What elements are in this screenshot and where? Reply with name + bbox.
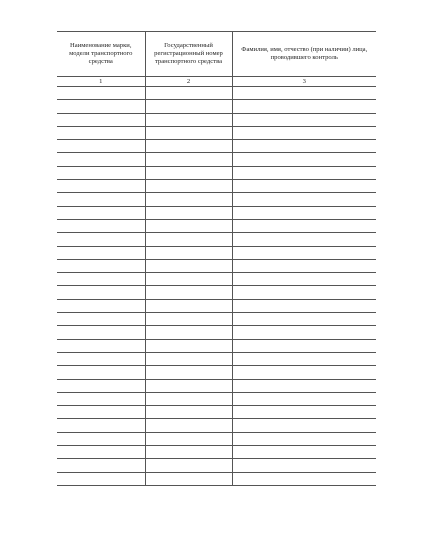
table-cell — [232, 446, 376, 459]
table-cell — [57, 153, 145, 166]
table-body — [57, 77, 376, 486]
table-cell — [145, 432, 232, 445]
table-row — [57, 206, 376, 219]
table-row — [57, 153, 376, 166]
table-cell — [145, 313, 232, 326]
table-cell — [145, 339, 232, 352]
table-cell — [145, 206, 232, 219]
table-cell — [57, 286, 145, 299]
table-cell — [57, 206, 145, 219]
column-number-2: 2 — [145, 77, 232, 87]
table-cell — [145, 233, 232, 246]
table-cell — [232, 352, 376, 365]
table-row — [57, 339, 376, 352]
vehicle-control-log-table — [57, 31, 376, 486]
table-row — [57, 233, 376, 246]
table-cell — [145, 126, 232, 139]
table-row — [57, 459, 376, 472]
table-row — [57, 166, 376, 179]
table-cell — [232, 259, 376, 272]
table-row — [57, 273, 376, 286]
table-cell — [57, 432, 145, 445]
table-cell — [232, 273, 376, 286]
table-row — [57, 259, 376, 272]
table-cell — [145, 246, 232, 259]
table-row — [57, 352, 376, 365]
table-cell — [145, 180, 232, 193]
table-cell — [145, 299, 232, 312]
header-registration-number: Государственный регистрационный номер транспортного средства — [145, 32, 232, 77]
header-vehicle-make-model: Наименование марки, модели транспортного средства — [57, 32, 145, 77]
table-cell — [57, 472, 145, 485]
table-cell — [232, 432, 376, 445]
table-row — [57, 299, 376, 312]
table-row — [57, 286, 376, 299]
table-cell — [57, 459, 145, 472]
table-cell — [57, 299, 145, 312]
table-cell — [57, 419, 145, 432]
table-cell — [145, 446, 232, 459]
table-row — [57, 392, 376, 405]
table-cell — [145, 406, 232, 419]
table-row — [57, 126, 376, 139]
table-cell — [232, 326, 376, 339]
table-cell — [57, 313, 145, 326]
table-cell — [57, 113, 145, 126]
table-row — [57, 219, 376, 232]
table-cell — [57, 219, 145, 232]
table-cell — [145, 166, 232, 179]
table-cell — [57, 180, 145, 193]
table-cell — [145, 87, 232, 100]
table-cell — [232, 419, 376, 432]
table-cell — [57, 100, 145, 113]
table-cell — [145, 100, 232, 113]
table-cell — [145, 153, 232, 166]
table-row — [57, 100, 376, 113]
table-header-row — [57, 32, 376, 77]
table-cell — [232, 113, 376, 126]
table-cell — [145, 366, 232, 379]
table-cell — [145, 392, 232, 405]
table-cell — [232, 206, 376, 219]
table-cell — [145, 113, 232, 126]
table-cell — [57, 326, 145, 339]
table-row — [57, 432, 376, 445]
table-row — [57, 246, 376, 259]
table-cell — [57, 406, 145, 419]
table-cell — [57, 233, 145, 246]
table-cell — [232, 126, 376, 139]
table-cell — [57, 166, 145, 179]
table-cell — [232, 87, 376, 100]
table-cell — [232, 153, 376, 166]
table-cell — [232, 219, 376, 232]
table-row — [57, 180, 376, 193]
table-cell — [232, 100, 376, 113]
table-cell — [145, 259, 232, 272]
table-cell — [145, 326, 232, 339]
column-number-row — [57, 77, 376, 87]
table-cell — [145, 352, 232, 365]
table-cell — [232, 392, 376, 405]
table-cell — [232, 339, 376, 352]
table-cell — [57, 379, 145, 392]
table-cell — [145, 286, 232, 299]
table-cell — [57, 193, 145, 206]
table-cell — [232, 286, 376, 299]
header-inspector-name: Фамилия, имя, отчество (при наличии) лица, проводившего контроль — [232, 32, 376, 77]
table-row — [57, 472, 376, 485]
table-cell — [232, 379, 376, 392]
table-cell — [145, 379, 232, 392]
table-cell — [57, 366, 145, 379]
table-row — [57, 113, 376, 126]
column-number-1: 1 — [57, 77, 145, 87]
table-cell — [145, 273, 232, 286]
table-cell — [232, 299, 376, 312]
table-row — [57, 193, 376, 206]
table-row — [57, 326, 376, 339]
table-row — [57, 366, 376, 379]
table-cell — [57, 392, 145, 405]
table-cell — [57, 446, 145, 459]
table-cell — [57, 246, 145, 259]
table-cell — [57, 259, 145, 272]
table-cell — [57, 352, 145, 365]
table-cell — [57, 140, 145, 153]
table-cell — [232, 406, 376, 419]
table-row — [57, 313, 376, 326]
table-cell — [145, 419, 232, 432]
table-cell — [145, 472, 232, 485]
table-cell — [232, 180, 376, 193]
table-row — [57, 446, 376, 459]
table-row — [57, 87, 376, 100]
table-row — [57, 140, 376, 153]
table-cell — [232, 166, 376, 179]
table-cell — [57, 87, 145, 100]
table-cell — [232, 472, 376, 485]
table-cell — [145, 459, 232, 472]
table-cell — [232, 246, 376, 259]
table-row — [57, 379, 376, 392]
table-cell — [232, 313, 376, 326]
table-cell — [232, 193, 376, 206]
table-cell — [145, 140, 232, 153]
table-cell — [232, 459, 376, 472]
table-cell — [145, 193, 232, 206]
table-cell — [232, 366, 376, 379]
table-cell — [232, 233, 376, 246]
table-cell — [57, 339, 145, 352]
column-number-3: 3 — [232, 77, 376, 87]
table-cell — [145, 219, 232, 232]
table-cell — [57, 273, 145, 286]
table-cell — [57, 126, 145, 139]
table-cell — [232, 140, 376, 153]
table-row — [57, 419, 376, 432]
table-row — [57, 406, 376, 419]
